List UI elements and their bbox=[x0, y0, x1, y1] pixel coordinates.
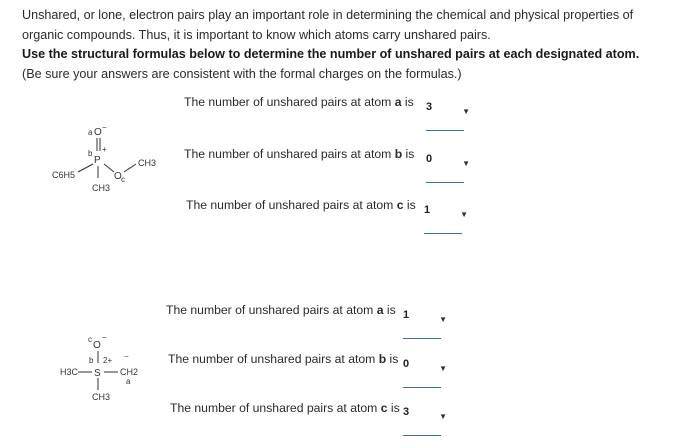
mol1-O-ester: O bbox=[114, 171, 122, 182]
chevron-down-icon: ▼ bbox=[462, 159, 470, 168]
mol2-CH2: CH2 bbox=[120, 367, 139, 377]
instruction-line-3: Use the structural formulas below to determine the number of unshared pairs at each designated atom. bbox=[22, 47, 640, 61]
molecule-1-structure bbox=[48, 120, 178, 215]
answer-underline bbox=[426, 130, 464, 131]
mol2-answer-c-value: 3 bbox=[403, 406, 410, 418]
mol2-O-top: O bbox=[93, 340, 101, 351]
mol1-label-c: c bbox=[121, 175, 125, 184]
mol2-label-c: c bbox=[88, 335, 92, 344]
chevron-down-icon: ▼ bbox=[462, 107, 470, 116]
mol2-label-a: a bbox=[126, 377, 131, 386]
instructions bbox=[22, 6, 692, 84]
mol2-CH2-charge: − bbox=[124, 352, 129, 361]
mol1-question-b: The number of unshared pairs at atom b is bbox=[184, 147, 415, 161]
mol1-answer-a-dropdown[interactable] bbox=[426, 101, 470, 131]
mol1-answer-b-dropdown[interactable] bbox=[426, 153, 470, 183]
chevron-down-icon: ▼ bbox=[439, 364, 447, 373]
mol2-answer-b-value: 0 bbox=[403, 358, 410, 370]
mol1-answer-a-value: 3 bbox=[426, 101, 433, 113]
molecule-2-structure bbox=[56, 332, 166, 417]
mol2-answer-c-dropdown[interactable] bbox=[403, 406, 447, 436]
mol1-O-top-charge: − bbox=[102, 123, 107, 132]
mol1-C6H5: C6H5 bbox=[52, 170, 76, 180]
mol1-CH3-right: CH3 bbox=[138, 158, 157, 168]
mol2-answer-a-value: 1 bbox=[403, 309, 410, 321]
mol2-answer-b-dropdown[interactable] bbox=[403, 358, 447, 388]
answer-underline bbox=[424, 233, 462, 234]
mol1-question-c: The number of unshared pairs at atom c is bbox=[186, 198, 416, 212]
mol1-P-charge: + bbox=[102, 145, 107, 154]
mol1-label-b: b bbox=[88, 149, 93, 158]
mol2-CH3-bottom: CH3 bbox=[92, 392, 111, 402]
instruction-line-2: organic compounds. Thus, it is important to know which atoms carry unshared pairs. bbox=[22, 27, 491, 42]
answer-underline bbox=[403, 435, 441, 436]
instruction-line-4: (Be sure your answers are consistent with the formal charges on the formulas.) bbox=[22, 66, 462, 81]
mol2-S-charge: 2+ bbox=[103, 356, 113, 365]
molecule-2-svg bbox=[56, 332, 166, 412]
mol1-label-a: a bbox=[88, 128, 93, 137]
mol2-O-top-charge: − bbox=[102, 333, 107, 342]
chevron-down-icon: ▼ bbox=[439, 315, 447, 324]
mol1-answer-c-dropdown[interactable] bbox=[424, 204, 468, 234]
chevron-down-icon: ▼ bbox=[439, 412, 447, 421]
mol2-H3C: H3C bbox=[60, 367, 79, 377]
instruction-line-1: Unshared, or lone, electron pairs play an important role in determining the chemical and physical properties of bbox=[22, 8, 634, 22]
mol1-answer-c-value: 1 bbox=[424, 204, 431, 216]
mol2-S: S bbox=[94, 368, 101, 379]
mol1-P: P bbox=[94, 155, 101, 166]
mol1-bond-C6H5-P bbox=[78, 164, 93, 172]
mol1-O-top: O bbox=[94, 127, 102, 138]
answer-underline bbox=[426, 182, 464, 183]
answer-underline bbox=[403, 387, 441, 388]
answer-underline bbox=[403, 338, 441, 339]
mol2-question-b: The number of unshared pairs at atom b is bbox=[168, 352, 399, 366]
mol2-label-b: b bbox=[89, 356, 94, 365]
mol2-question-a: The number of unshared pairs at atom a is bbox=[166, 303, 396, 317]
mol1-bond-P-O bbox=[104, 164, 114, 172]
mol1-bond-O-CH3 bbox=[124, 164, 136, 172]
mol2-answer-a-dropdown[interactable] bbox=[403, 309, 447, 339]
molecule-1-svg bbox=[48, 120, 178, 210]
mol1-answer-b-value: 0 bbox=[426, 153, 433, 165]
mol1-CH3-bottom: CH3 bbox=[92, 183, 111, 193]
chevron-down-icon: ▼ bbox=[460, 210, 468, 219]
mol2-question-c: The number of unshared pairs at atom c is bbox=[170, 401, 400, 415]
mol1-question-a: The number of unshared pairs at atom a is bbox=[184, 95, 414, 109]
